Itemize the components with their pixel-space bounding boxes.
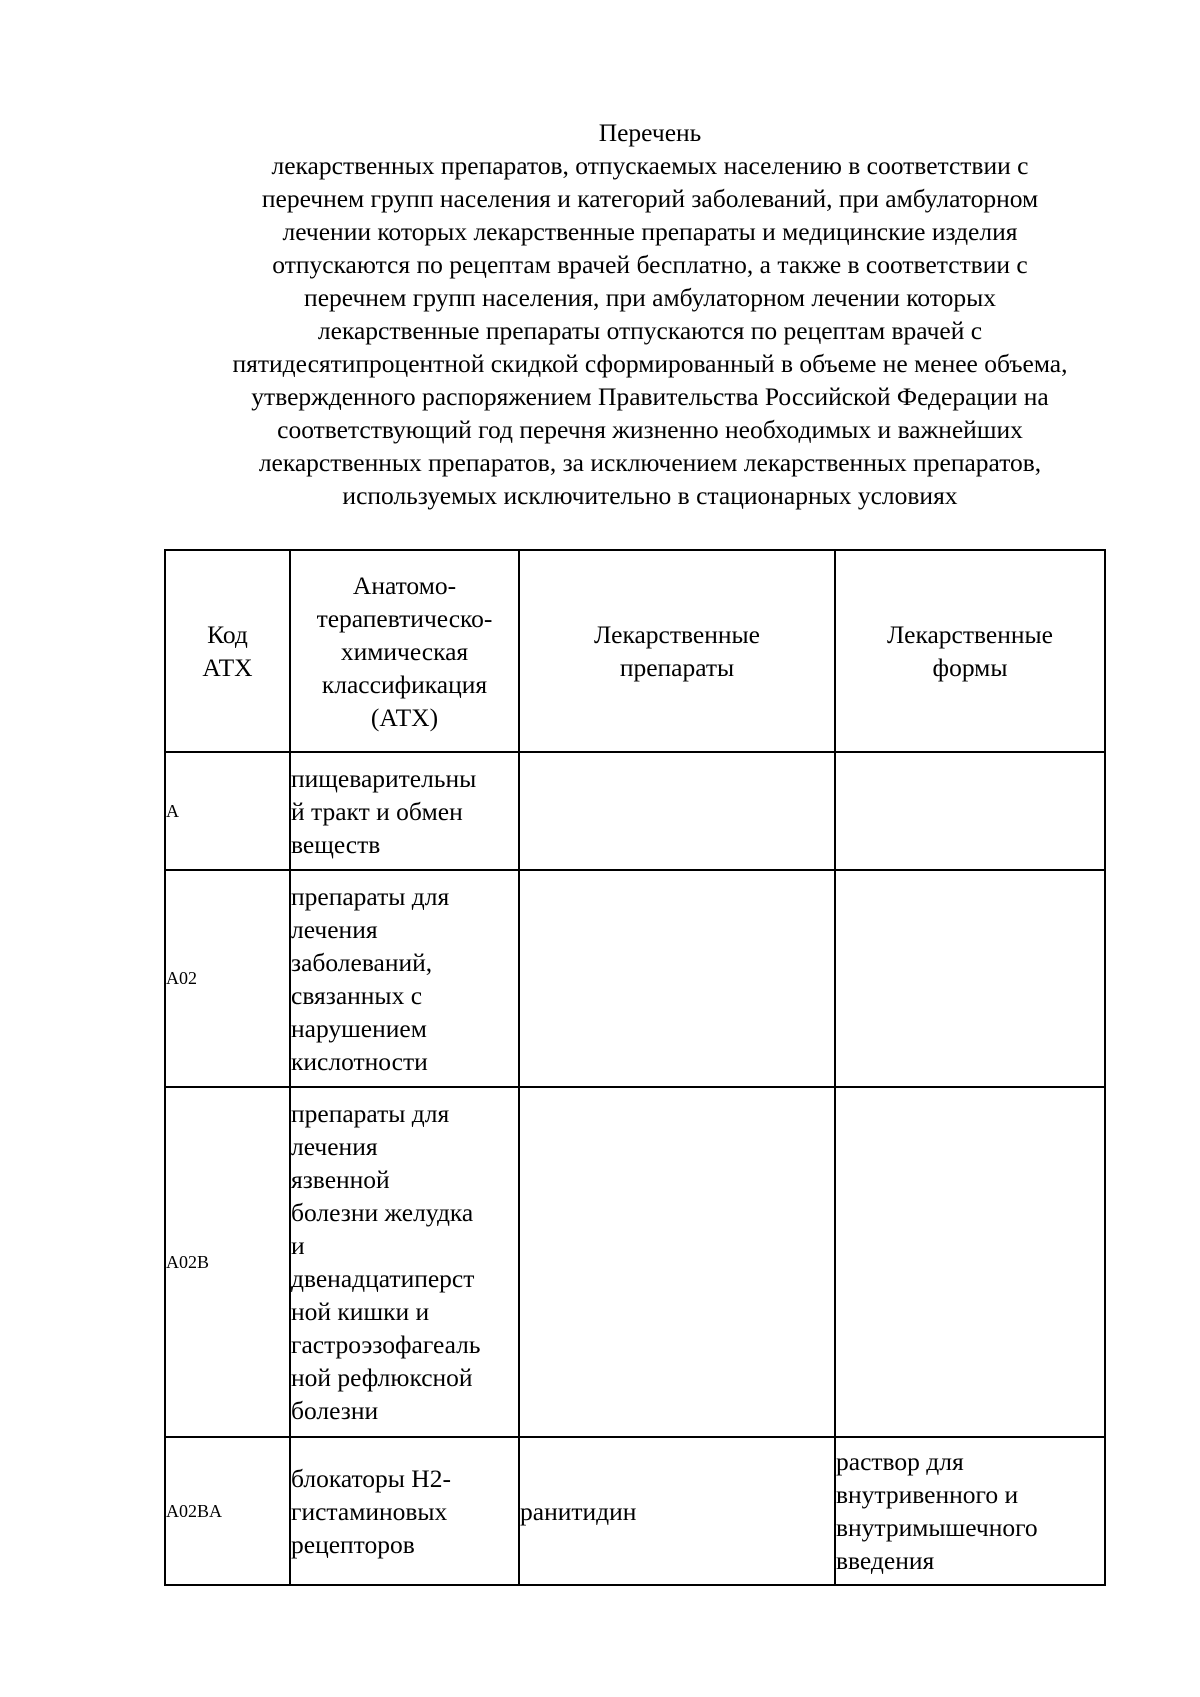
heading-line-title: Перечень — [598, 118, 702, 147]
header-forms-label: Лекарственные формы — [887, 620, 1053, 682]
header-cell-classification — [290, 550, 519, 752]
heading-line: перечнем групп населения и категорий заболеваний, при амбулаторном — [261, 184, 1039, 213]
heading-line: лечении которых лекарственные препараты и медицинские изделия — [282, 217, 1018, 246]
cell-classification: препараты для лечения заболеваний, связанных с нарушением кислотности — [290, 870, 519, 1087]
cell-code: A02 — [165, 870, 290, 1087]
cell-form — [835, 1087, 1105, 1437]
cell-classification: пищеварительны й тракт и обмен веществ — [290, 752, 519, 870]
cell-form — [835, 870, 1105, 1087]
cell-classification: блокаторы Н2- гистаминовых рецепторов — [290, 1437, 519, 1585]
cell-code: A02BA — [165, 1437, 290, 1585]
heading-line: соответствующий год перечня жизненно необходимых и важнейших — [277, 415, 1023, 444]
cell-form — [835, 752, 1105, 870]
document-heading — [150, 116, 1150, 512]
table-header-row — [165, 550, 1105, 752]
header-code-label: Код АТХ — [202, 620, 253, 682]
header-cell-forms — [835, 550, 1105, 752]
table-row — [165, 870, 1105, 1087]
table-row — [165, 1437, 1105, 1585]
cell-drug — [519, 752, 835, 870]
atx-table — [164, 549, 1106, 1586]
heading-line: пятидесятипроцентной скидкой сформированный в объеме не менее объема, — [232, 349, 1068, 378]
cell-code: A02B — [165, 1087, 290, 1437]
cell-drug — [519, 870, 835, 1087]
table-row — [165, 752, 1105, 870]
heading-line: лекарственных препаратов, отпускаемых населению в соответствии с — [271, 151, 1029, 180]
heading-line: лекарственные препараты отпускаются по рецептам врачей с — [317, 316, 983, 345]
header-classification-label: Анатомо- терапевтическо- химическая классификация (АТХ) — [316, 570, 493, 732]
cell-drug — [519, 1087, 835, 1437]
cell-drug: ранитидин — [519, 1437, 835, 1585]
cell-form: раствор для внутривенного и внутримышечного введения — [835, 1437, 1105, 1585]
header-cell-code — [165, 550, 290, 752]
heading-line: отпускаются по рецептам врачей бесплатно, а также в соответствии с — [272, 250, 1028, 279]
heading-line: перечнем групп населения, при амбулаторном лечении которых — [304, 283, 996, 312]
heading-line: утвержденного распоряжением Правительства Российской Федерации на — [251, 382, 1049, 411]
table-row — [165, 1087, 1105, 1437]
header-cell-drugs — [519, 550, 835, 752]
cell-classification: препараты для лечения язвенной болезни желудка и двенадцатиперст ной кишки и гастроэзофагеаль ной рефлюксной болезни — [290, 1087, 519, 1437]
heading-line: лекарственных препаратов, за исключением лекарственных препаратов, — [258, 448, 1042, 477]
header-drugs-label: Лекарственные препараты — [594, 620, 760, 682]
cell-code: A — [165, 752, 290, 870]
heading-line: используемых исключительно в стационарных условиях — [342, 481, 958, 510]
